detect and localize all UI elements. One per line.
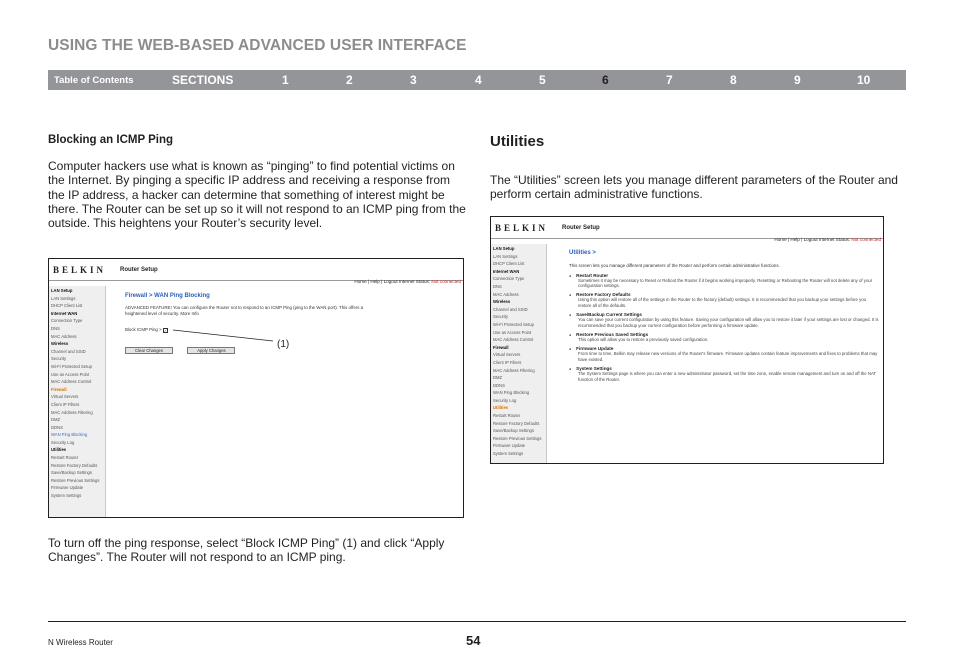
utilities-page-text: This screen lets you manage different parameters of the Router and perform certain administrative functions. — [569, 263, 780, 268]
utility-item-title[interactable]: ● Firmware Update — [569, 346, 879, 351]
utility-item-description: The System Settings page is where you can enter a new administrator password, set the time zone, enable remote management and turn on and off the NAT function of the Router. — [578, 371, 877, 382]
shot2-sidebar-item[interactable]: Save/Backup Settings — [493, 428, 534, 434]
shot1-sidebar-item[interactable]: WAN Ping Blocking — [51, 432, 88, 438]
ping-blocking-screenshot — [48, 258, 464, 518]
shot2-sidebar-item[interactable]: DDNS — [493, 382, 505, 388]
utility-item-title[interactable]: ● Restore Factory Defaults — [569, 292, 879, 297]
shot1-sidebar-item[interactable]: Wireless — [51, 341, 69, 347]
shot1-sidebar-item[interactable]: MAC Address Filtering — [51, 409, 93, 415]
shot1-sidebar-item[interactable]: DHCP Client List — [51, 303, 83, 309]
block-icmp-checkbox[interactable]: ✓ — [163, 327, 168, 333]
icmp-paragraph: Computer hackers use what is known as “pinging” to find potential victims on the Internet. By pinging a specific IP address and receiving a response from the IP address, a hacker can determine that something of interest might be there. The Router can be set up so it will not respond to an ICMP ping from the outside. This heightens your Router’s security level. — [48, 159, 466, 231]
shot2-sidebar-item[interactable]: Firewall — [493, 344, 509, 350]
belkin-logo: BELKIN — [53, 264, 107, 275]
belkin-logo-2: BELKIN — [495, 222, 549, 233]
shot2-sidebar-item[interactable]: MAC Address Filtering — [493, 367, 535, 373]
shot1-sidebar-item[interactable]: Client IP Filters — [51, 401, 80, 407]
shot2-sidebar-item[interactable]: MAC Address Control — [493, 337, 534, 343]
shot1-sidebar-item[interactable]: DNS — [51, 325, 60, 331]
shot2-sidebar-item[interactable]: System Settings — [493, 451, 524, 457]
footer-product: N Wireless Router — [48, 638, 113, 647]
utilities-paragraph: The “Utilities” screen lets you manage different parameters of the Router and perform certain administrative functions. — [490, 173, 898, 202]
router-header — [49, 259, 463, 284]
shot1-sidebar-item[interactable]: DDNS — [51, 424, 63, 430]
utility-item-title[interactable]: ● System Settings — [569, 366, 879, 371]
shot1-sidebar-item[interactable]: Internet WAN — [51, 310, 78, 316]
shot2-sidebar-item[interactable]: Channel and SSID — [493, 306, 528, 312]
ping-page-text: ADVANCED FEATURE! You can configure the Router not to respond to an ICMP Ping (ping to the WAN port). This offers a heightened level of security. More Info — [125, 305, 364, 316]
shot1-sidebar-item[interactable]: Connection Type — [51, 318, 83, 324]
page-number: 54 — [466, 633, 481, 648]
callout-pointer — [173, 328, 279, 344]
shot1-sidebar-item[interactable]: LAN Settings — [51, 295, 76, 301]
utilities-screenshot — [490, 216, 884, 464]
shot1-sidebar-item[interactable]: Restore Previous Settings — [51, 477, 100, 483]
shot1-sidebar-item[interactable]: Wi-Fi Protected Setup — [51, 363, 92, 369]
router-setup-title-2: Router Setup — [562, 224, 600, 231]
section-link-7[interactable]: 7 — [666, 73, 673, 87]
section-link-2[interactable]: 2 — [346, 73, 353, 87]
shot2-sidebar-item[interactable]: Restore Factory Defaults — [493, 420, 540, 426]
router-header-2 — [491, 217, 883, 242]
utility-item-title[interactable]: ● Restore Previous Saved Settings — [569, 332, 879, 337]
status-links-2: Home | Help | Logout Internet Status: Not connected — [774, 237, 881, 242]
router-sidebar-2 — [491, 244, 547, 463]
table-of-contents-link[interactable]: Table of Contents — [54, 74, 134, 86]
shot2-sidebar-item[interactable]: Restore Previous Settings — [493, 435, 542, 441]
callout-label-1: (1) — [277, 339, 290, 350]
shot2-sidebar-item[interactable]: Security — [493, 314, 509, 320]
shot2-sidebar-item[interactable]: DHCP Client List — [493, 261, 525, 267]
shot2-sidebar-item[interactable]: Firmware Update — [493, 443, 526, 449]
shot2-sidebar-item[interactable]: Connection Type — [493, 276, 525, 282]
utility-item-description: You can save your current configuration by using this feature. Saving your configuration will allow you to restore it later if your settings are lost or changed. It is recommended that you backup your current configuration before performing a firmware update. — [578, 317, 879, 328]
shot1-sidebar-item[interactable]: MAC Address Control — [51, 379, 92, 385]
clear-changes-button[interactable]: Clear Changes — [125, 347, 173, 354]
shot2-sidebar-item[interactable]: WAN Ping Blocking — [493, 390, 530, 396]
shot2-sidebar-item[interactable]: Wireless — [493, 299, 511, 305]
left-column — [48, 134, 466, 230]
shot2-sidebar-item[interactable]: Internet WAN — [493, 268, 520, 274]
section-link-10[interactable]: 10 — [857, 73, 871, 87]
shot1-sidebar-item[interactable]: Firmware Update — [51, 485, 84, 491]
ping-page-title: Firewall > WAN Ping Blocking — [125, 293, 210, 299]
router-main — [125, 293, 455, 357]
utility-item-description: Using this option will restore all of the settings in the Router to the factory (default) settings. It is recommended that you backup your settings before you restore all of the defaults. — [578, 297, 867, 308]
utility-item-description: Sometimes it may be necessary to Reset or Reboot the Router if it begins working improperly. Resetting or Rebooting the Router will not delete any of your configuration settings. — [578, 277, 873, 288]
shot1-sidebar-item[interactable]: Virtual Servers — [51, 394, 79, 400]
shot2-sidebar-item[interactable]: DMZ — [493, 375, 503, 381]
section-link-4[interactable]: 4 — [475, 73, 482, 87]
shot2-sidebar-item[interactable]: Utilities — [493, 405, 509, 411]
shot1-sidebar-item[interactable]: Restart Router — [51, 455, 79, 461]
shot2-sidebar-item[interactable]: Use as Access Point — [493, 329, 532, 335]
shot1-sidebar-item[interactable]: Save/Backup Settings — [51, 470, 92, 476]
utilities-page-title: Utilities > — [569, 250, 596, 256]
sections-label: SECTIONS — [172, 73, 234, 87]
shot2-sidebar-item[interactable]: Client IP Filters — [493, 359, 522, 365]
shot1-sidebar-item[interactable]: Utilities — [51, 447, 67, 453]
shot1-sidebar-item[interactable]: Firewall — [51, 386, 67, 392]
shot1-sidebar-item[interactable]: Security Log — [51, 439, 75, 445]
utility-item-title[interactable]: ● Restart Router — [569, 273, 879, 278]
shot2-sidebar-item[interactable]: LAN Settings — [493, 253, 518, 259]
shot2-sidebar-item[interactable]: Wi-Fi Protected Setup — [493, 321, 534, 327]
shot1-sidebar-item[interactable]: System Settings — [51, 493, 82, 499]
ping-instructions: To turn off the ping response, select “Block ICMP Ping” (1) and click “Apply Changes”. The Router will not respond to an ICMP ping. — [48, 536, 445, 565]
section-link-9[interactable]: 9 — [794, 73, 801, 87]
icmp-heading: Blocking an ICMP Ping — [48, 134, 174, 146]
shot1-sidebar-item[interactable]: Security — [51, 356, 67, 362]
section-link-8[interactable]: 8 — [730, 73, 737, 87]
block-icmp-row: Block ICMP Ping > ✓ — [125, 327, 168, 333]
apply-changes-button[interactable]: Apply Changes — [187, 347, 235, 354]
router-setup-title: Router Setup — [120, 266, 158, 273]
shot2-sidebar-item[interactable]: Security Log — [493, 397, 517, 403]
router-sidebar — [49, 286, 106, 517]
right-column — [490, 133, 910, 202]
shot1-sidebar-item[interactable]: Channel and SSID — [51, 348, 86, 354]
utilities-heading: Utilities — [490, 133, 545, 150]
shot1-sidebar-item[interactable]: MAC Address — [51, 333, 77, 339]
section-link-6[interactable]: 6 — [602, 73, 609, 87]
section-link-1[interactable]: 1 — [282, 73, 289, 87]
shot1-sidebar-item[interactable]: Use as Access Point — [51, 371, 90, 377]
utility-item-title[interactable]: ● Save/Backup Current Settings — [569, 312, 879, 317]
utility-item-description: From time to time, Belkin may release new versions of the Router's firmware. Firmware updates contain feature improvements and fixes to problems that may have existed. — [578, 351, 878, 362]
shot1-sidebar-item[interactable]: Restore Factory Defaults — [51, 462, 98, 468]
shot2-sidebar-item[interactable]: LAN Setup — [493, 246, 515, 251]
footer-divider — [48, 621, 906, 622]
section-link-5[interactable]: 5 — [539, 73, 546, 87]
router-main-2 — [569, 250, 879, 382]
shot2-sidebar-item[interactable]: Virtual Servers — [493, 352, 521, 358]
section-nav-bar — [48, 70, 906, 90]
shot2-sidebar-item[interactable]: DNS — [493, 283, 502, 289]
shot1-sidebar-item[interactable]: DMZ — [51, 417, 61, 423]
status-links: Home | Help | Logout Internet Status: Not connected — [354, 279, 461, 284]
shot2-sidebar-item[interactable]: MAC Address — [493, 291, 519, 297]
shot1-sidebar-item[interactable]: LAN Setup — [51, 288, 73, 293]
utility-item-description: This option will allow you to restore a previously saved configuration. — [578, 337, 709, 343]
page-header-title: USING THE WEB-BASED ADVANCED USER INTERFACE — [48, 37, 467, 54]
shot2-sidebar-item[interactable]: Restart Router — [493, 413, 521, 419]
section-link-3[interactable]: 3 — [410, 73, 417, 87]
